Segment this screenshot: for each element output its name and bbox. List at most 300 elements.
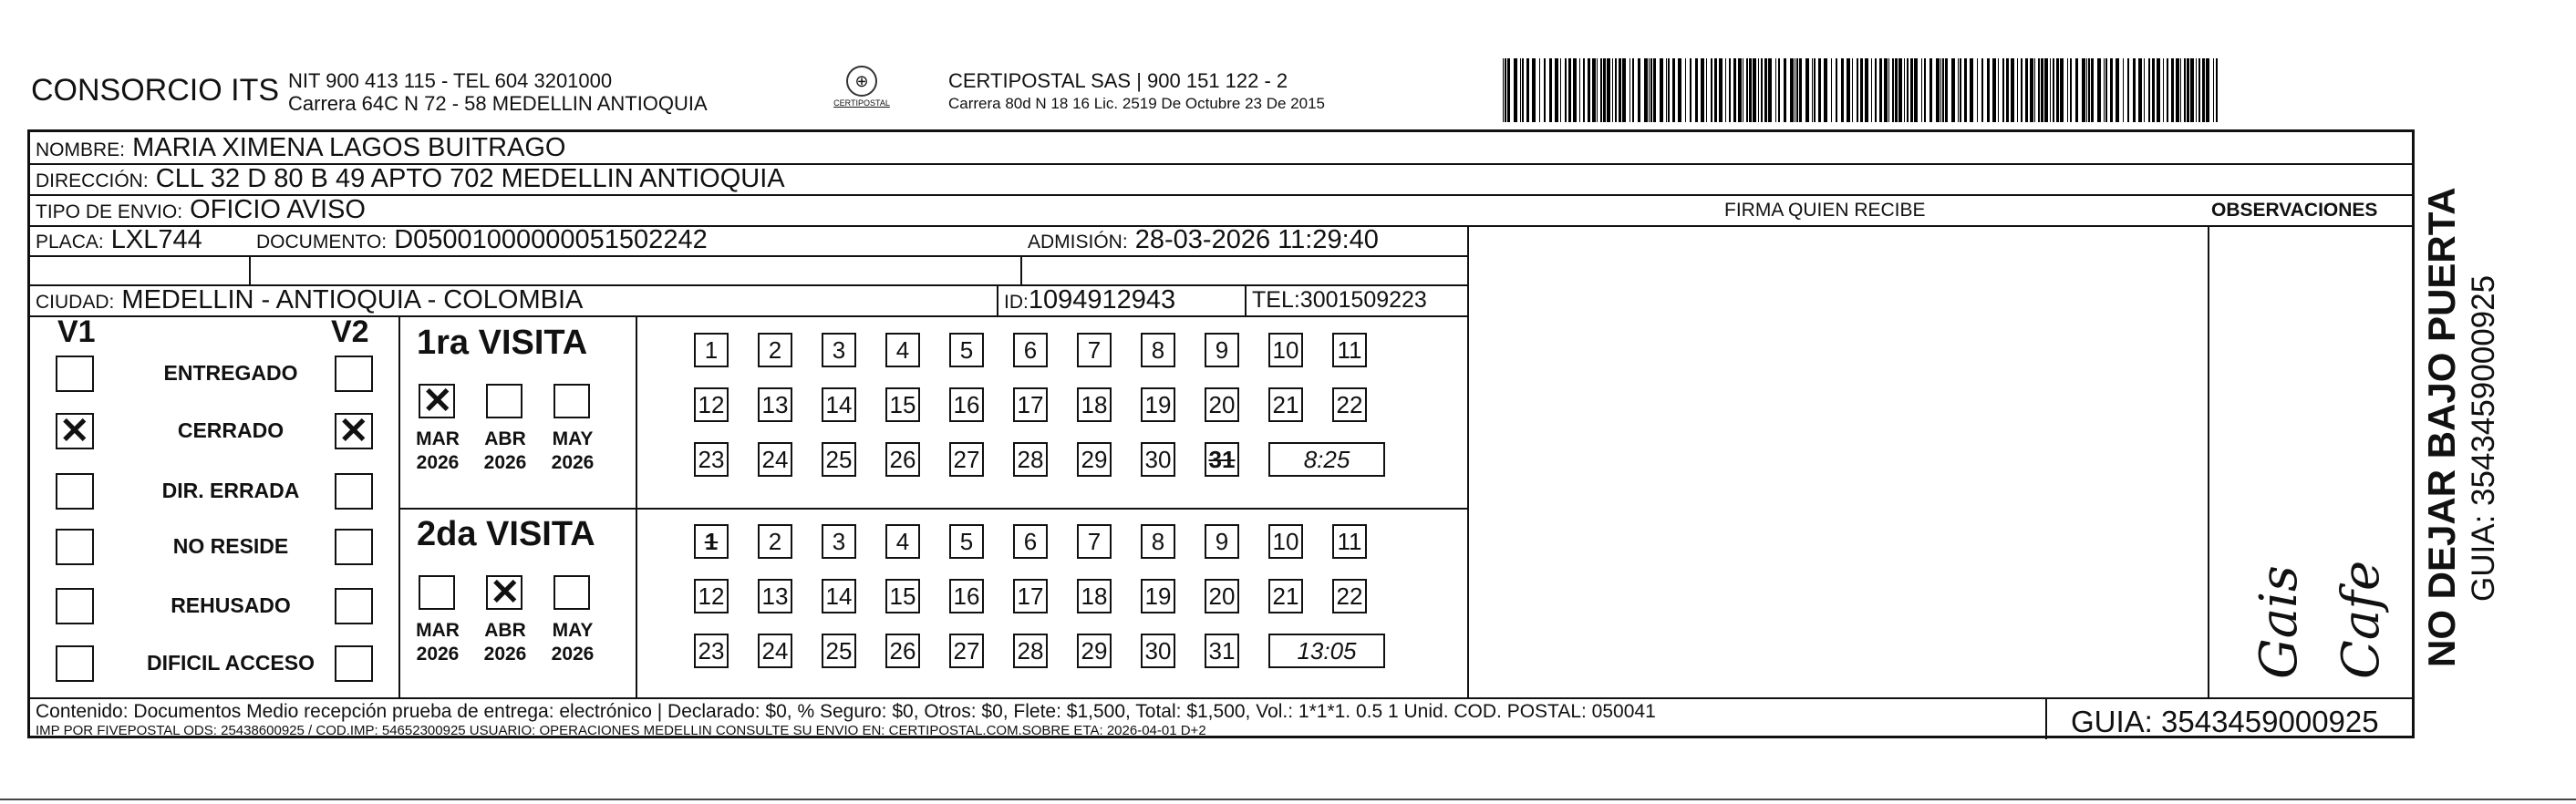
barcode-bar (1805, 58, 1809, 122)
placa-row (36, 225, 202, 255)
day-box[interactable]: 30 (1141, 442, 1175, 477)
barcode-bar (2097, 58, 2101, 122)
barcode-bar (1607, 58, 1610, 122)
handwriting-2: Cafe (2332, 560, 2391, 679)
barcode-bar (1904, 58, 1905, 122)
day-box[interactable]: 21 (1268, 387, 1303, 422)
barcode-bar (1592, 58, 1596, 122)
firma-header: FIRMA QUIEN RECIBE (1724, 200, 1926, 221)
month-label (473, 619, 537, 666)
admision-row (1028, 225, 1379, 255)
id-value: 1094912943 (1028, 285, 1176, 314)
day-box[interactable]: 27 (949, 634, 984, 668)
barcode-bar (1812, 58, 1813, 122)
barcode-bar (1964, 58, 1967, 122)
day-box[interactable]: 10 (1268, 333, 1303, 367)
barcode-bar (1768, 58, 1772, 122)
barcode-bar (1977, 58, 1978, 122)
day-box[interactable]: 31 (1205, 442, 1239, 477)
barcode-bar (2144, 58, 2145, 122)
barcode-bar (2091, 58, 2094, 122)
placa-label: PLACA: (36, 232, 104, 253)
bottom-rule (0, 799, 2576, 800)
barcode-bar (1629, 58, 1630, 122)
barcode-bar (2006, 58, 2009, 122)
barcode-bar (1603, 58, 1606, 122)
day-box[interactable]: 13 (758, 579, 792, 613)
v1-checkbox[interactable] (56, 413, 94, 449)
barcode-bar (1560, 58, 1561, 122)
month-year: 2026 (416, 644, 460, 665)
day-box[interactable]: 28 (1013, 442, 1048, 477)
barcode-bar (1638, 58, 1640, 122)
month-name: ABR (484, 428, 526, 449)
handwriting-1: Gais (2250, 565, 2309, 679)
certipostal-address: Carrera 80d N 18 16 Lic. 2519 De Octubre 23 De 2015 (948, 95, 1325, 112)
v1-checkbox[interactable] (56, 645, 94, 682)
barcode-bar (1907, 58, 1909, 122)
barcode-bar (1852, 58, 1853, 122)
barcode-bar (1695, 58, 1698, 122)
day-box[interactable]: 19 (1141, 387, 1175, 422)
day-box[interactable]: 25 (822, 442, 856, 477)
barcode-bar (2138, 58, 2142, 122)
barcode-bar (1583, 58, 1585, 122)
day-box[interactable]: 5 (949, 333, 984, 367)
month-checkbox[interactable] (486, 384, 522, 418)
month-checkbox[interactable] (419, 575, 455, 610)
barcode-bar (1555, 58, 1558, 122)
v2-checkbox[interactable] (335, 356, 373, 392)
day-box[interactable]: 2 (758, 524, 792, 559)
barcode-bar (2053, 58, 2054, 122)
barcode-bar (2070, 58, 2072, 122)
barcode-bar (2176, 58, 2179, 122)
day-box[interactable]: 5 (949, 524, 984, 559)
barcode-bar (1532, 58, 1536, 122)
day-box[interactable]: 23 (694, 634, 729, 668)
day-box[interactable]: 6 (1013, 524, 1048, 559)
barcode-bar (1632, 58, 1634, 122)
barcode-bar (2002, 58, 2004, 122)
day-box[interactable]: 29 (1077, 442, 1112, 477)
barcode-bar (1761, 58, 1763, 122)
barcode-bar (1796, 58, 1798, 122)
barcode-bar (1929, 58, 1932, 122)
barcode-bar (1706, 58, 1707, 122)
day-box[interactable]: 12 (694, 387, 729, 422)
barcode-bar (2171, 58, 2174, 122)
barcode-bar (2105, 58, 2107, 122)
day-box[interactable]: 23 (694, 442, 729, 477)
barcode-bar (1733, 58, 1736, 122)
barcode-bar (1650, 58, 1652, 122)
status-label: CERRADO (177, 418, 284, 442)
day-box[interactable]: 28 (1013, 634, 1048, 668)
day-box[interactable]: 6 (1013, 333, 1048, 367)
barcode-bar (1600, 58, 1602, 122)
barcode-bar (2050, 58, 2051, 122)
day-box[interactable]: 14 (822, 579, 856, 613)
day-box[interactable]: 26 (885, 442, 920, 477)
month-year: 2026 (483, 452, 527, 473)
barcode-bar (1719, 58, 1723, 122)
barcode-bar (2202, 58, 2205, 122)
tel-label: TEL: (1252, 287, 1300, 313)
barcode-bar (1992, 58, 1996, 122)
v1-checkbox[interactable] (56, 588, 94, 624)
day-box[interactable]: 7 (1077, 333, 1112, 367)
barcode-bar (2157, 58, 2160, 122)
barcode-bar (1847, 58, 1850, 122)
day-box[interactable]: 17 (1013, 387, 1048, 422)
barcode-bar (1644, 58, 1648, 122)
barcode-bar (1568, 58, 1571, 122)
day-box[interactable]: 9 (1205, 524, 1239, 559)
barcode-bar (1924, 58, 1926, 122)
tel-row (1252, 287, 1427, 314)
v2-checkbox[interactable] (335, 473, 373, 510)
barcode-bar (2075, 58, 2078, 122)
barcode-bar (2148, 58, 2150, 122)
month-name: MAR (416, 620, 460, 641)
day-box[interactable]: 20 (1205, 579, 1239, 613)
day-box[interactable]: 14 (822, 387, 856, 422)
barcode-bar (1914, 58, 1918, 122)
day-box[interactable]: 13 (758, 387, 792, 422)
barcode-bar (1892, 58, 1894, 122)
day-box[interactable]: 18 (1077, 387, 1112, 422)
tipo-label: TIPO DE ENVIO: (36, 201, 183, 222)
barcode-bar (1824, 58, 1827, 122)
check-mark: ✕ (422, 381, 453, 421)
barcode-bar (1615, 58, 1617, 122)
barcode-bar (2034, 58, 2035, 122)
day-box[interactable]: 12 (694, 579, 729, 613)
observaciones-header: OBSERVACIONES (2211, 200, 2378, 221)
day-box[interactable]: 24 (758, 442, 792, 477)
barcode-bar (1784, 58, 1786, 122)
barcode-bar (1565, 58, 1567, 122)
barcode-bar (1668, 58, 1670, 122)
barcode-bar (1649, 58, 1650, 122)
check-mark: ✕ (59, 411, 90, 451)
logo-icon: ⊕ (846, 66, 877, 97)
day-box[interactable]: 15 (885, 387, 920, 422)
placa-value: LXL744 (110, 225, 202, 254)
ciudad-value: MEDELLIN - ANTIOQUIA - COLOMBIA (121, 285, 584, 314)
day-box[interactable]: 2 (758, 333, 792, 367)
barcode-bar (1888, 58, 1889, 122)
day-box[interactable]: 24 (758, 634, 792, 668)
month-label (406, 428, 470, 475)
barcode-bar (1945, 58, 1948, 122)
barcode-bar (2184, 58, 2186, 122)
month-year: 2026 (483, 644, 527, 665)
nit-line: NIT 900 413 115 - TEL 604 3201000 (288, 69, 613, 92)
month-year: 2026 (551, 644, 595, 665)
day-box[interactable]: 17 (1013, 579, 1048, 613)
day-box[interactable]: 30 (1141, 634, 1175, 668)
day-box[interactable]: 27 (949, 442, 984, 477)
admision-label: ADMISIÓN: (1028, 232, 1128, 253)
barcode-bar (1660, 58, 1663, 122)
status-label: NO RESIDE (172, 534, 289, 558)
barcode-bar (1951, 58, 1955, 122)
v1-checkbox[interactable] (56, 473, 94, 510)
barcode-bar (1884, 58, 1888, 122)
barcode-bar (1507, 58, 1510, 122)
company-contact (288, 69, 708, 115)
barcode-bar (1778, 58, 1780, 122)
barcode-bar (1526, 58, 1529, 122)
barcode (1503, 58, 2223, 122)
barcode-bar (2216, 58, 2218, 122)
barcode-bar (1970, 58, 1973, 122)
delivery-form (27, 129, 2415, 738)
barcode-bar (1672, 58, 1675, 122)
day-box[interactable]: 16 (949, 579, 984, 613)
barcode-bar (1981, 58, 1983, 122)
barcode-bar (1921, 58, 1922, 122)
certipostal-info (948, 69, 1325, 115)
barcode-bar (1898, 58, 1902, 122)
nombre-label: NOMBRE: (36, 139, 126, 160)
day-box[interactable]: 29 (1077, 634, 1112, 668)
barcode-bar (2086, 58, 2087, 122)
barcode-bar (2187, 58, 2189, 122)
tel-value: 3001509223 (1299, 287, 1427, 313)
barcode-bar (1865, 58, 1868, 122)
barcode-bar (2017, 58, 2018, 122)
barcode-bar (2116, 58, 2119, 122)
barcode-bar (1879, 58, 1882, 122)
day-box[interactable]: 19 (1141, 579, 1175, 613)
barcode-bar (1746, 58, 1748, 122)
admision-value: 28-03-2026 11:29:40 (1134, 225, 1379, 254)
barcode-bar (1758, 58, 1759, 122)
barcode-bar (1612, 58, 1613, 122)
barcode-bar (2167, 58, 2168, 122)
barcode-bar (1790, 58, 1794, 122)
visit2-title: 2da VISITA (417, 515, 595, 553)
barcode-bar (1942, 58, 1944, 122)
status-label: REHUSADO (171, 593, 291, 617)
day-box[interactable]: 11 (1332, 524, 1367, 559)
barcode-bar (1573, 58, 1577, 122)
check-mark: ✕ (338, 411, 369, 451)
barcode-bar (1841, 58, 1844, 122)
barcode-bar (1987, 58, 1990, 122)
barcode-bar (2025, 58, 2028, 122)
barcode-bar (1588, 58, 1590, 122)
day-box[interactable]: 8 (1141, 524, 1175, 559)
barcode-bar (2030, 58, 2033, 122)
barcode-bar (1860, 58, 1863, 122)
barcode-bar (1818, 58, 1821, 122)
barcode-bar (1936, 58, 1940, 122)
direccion-label: DIRECCIÓN: (36, 170, 149, 191)
status-label: ENTREGADO (163, 361, 298, 385)
logo-text: CERTIPOSTAL (833, 98, 890, 108)
barcode-bar (1597, 58, 1598, 122)
day-box[interactable]: 1 (694, 333, 729, 367)
barcode-bar (1799, 58, 1802, 122)
day-box[interactable]: 4 (885, 524, 920, 559)
barcode-bar (2082, 58, 2085, 122)
check-mark: ✕ (490, 572, 521, 613)
barcode-bar (1940, 58, 1941, 122)
barcode-bar (2088, 58, 2090, 122)
barcode-bar (1653, 58, 1656, 122)
v2-header: V2 (331, 314, 369, 349)
barcode-bar (1622, 58, 1626, 122)
month-label (541, 619, 605, 666)
barcode-bar (1505, 58, 1506, 122)
ciudad-row (36, 285, 583, 315)
month-year: 2026 (416, 452, 460, 473)
barcode-bar (1514, 58, 1517, 122)
barcode-bar (2056, 58, 2059, 122)
v1-checkbox[interactable] (56, 529, 94, 565)
barcode-bar (2104, 58, 2105, 122)
barcode-bar (1619, 58, 1621, 122)
footer-content: Contenido: Documentos Medio recepción prueba de entrega: electrónico | Declarado: $0, % Seguro: $0, Otros: $0, Flete: $1,500, Total: $1,500, Vol.: 1*1*1. 0.5 1 Unid. COD. POSTAL: 050041 (36, 701, 1656, 722)
barcode-bar (2110, 58, 2113, 122)
month-label (541, 428, 605, 475)
no-dejar-bajo-puerta: NO DEJAR BAJO PUERTA (2420, 187, 2463, 667)
barcode-bar (2011, 58, 2014, 122)
barcode-bar (1875, 58, 1877, 122)
barcode-bar (1775, 58, 1776, 122)
day-box[interactable]: 15 (885, 579, 920, 613)
footer-imp: IMP POR FIVEPOSTAL ODS: 25438600925 / COD.IMP: 54652300925 USUARIO: OPERACIONES MEDELLIN CONSULTE SU ENVIO EN: CERTIPOSTAL.COM.SOBRE ETA: 2026-04-01 D+2 (36, 723, 1206, 738)
ciudad-label: CIUDAD: (36, 292, 115, 313)
v1-checkbox[interactable] (56, 356, 94, 392)
barcode-bar (1910, 58, 1913, 122)
barcode-bar (2021, 58, 2023, 122)
barcode-bar (1690, 58, 1691, 122)
day-box[interactable]: 16 (949, 387, 984, 422)
barcode-bar (1814, 58, 1816, 122)
time-box: 8:25 (1268, 442, 1385, 477)
day-box[interactable]: 8 (1141, 333, 1175, 367)
barcode-bar (1520, 58, 1521, 122)
month-name: MAY (552, 428, 594, 449)
barcode-bar (2127, 58, 2129, 122)
id-label: ID: (1004, 292, 1029, 313)
barcode-bar (1960, 58, 1961, 122)
month-name: MAR (416, 428, 460, 449)
day-box[interactable]: 11 (1332, 333, 1367, 367)
day-box[interactable]: 26 (885, 634, 920, 668)
barcode-bar (1857, 58, 1858, 122)
barcode-bar (1871, 58, 1872, 122)
day-box[interactable]: 20 (1205, 387, 1239, 422)
month-checkbox[interactable] (553, 384, 590, 418)
barcode-bar (1711, 58, 1712, 122)
barcode-bar (1738, 58, 1742, 122)
barcode-bar (2067, 58, 2068, 122)
documento-label: DOCUMENTO: (256, 232, 388, 253)
month-year: 2026 (551, 452, 595, 473)
day-box[interactable]: 1 (694, 524, 729, 559)
barcode-bar (1714, 58, 1717, 122)
v2-checkbox[interactable] (335, 588, 373, 624)
certipostal-logo (821, 66, 903, 111)
barcode-bar (1579, 58, 1580, 122)
day-box[interactable]: 21 (1268, 579, 1303, 613)
time-box: 13:05 (1268, 634, 1385, 668)
barcode-bar (1836, 58, 1837, 122)
certipostal-line: CERTIPOSTAL SAS | 900 151 122 - 2 (948, 69, 1288, 92)
barcode-bar (1503, 58, 1504, 122)
day-box[interactable]: 4 (885, 333, 920, 367)
day-box[interactable]: 10 (1268, 524, 1303, 559)
month-label (406, 619, 470, 666)
nombre-value: MARIA XIMENA LAGOS BUITRAGO (132, 133, 566, 162)
barcode-bar (2041, 58, 2043, 122)
day-box[interactable]: 7 (1077, 524, 1112, 559)
barcode-bar (1685, 58, 1686, 122)
v2-checkbox[interactable] (335, 529, 373, 565)
barcode-bar (1831, 58, 1832, 122)
id-row (1004, 285, 1175, 315)
v2-checkbox[interactable] (335, 413, 373, 449)
day-box[interactable]: 3 (822, 333, 856, 367)
barcode-bar (1998, 58, 1999, 122)
day-box[interactable]: 25 (822, 634, 856, 668)
documento-row (256, 225, 708, 255)
direccion-row (36, 164, 785, 194)
direccion-value: CLL 32 D 80 B 49 APTO 702 MEDELLIN ANTIOQUIA (155, 164, 785, 193)
v2-checkbox[interactable] (335, 645, 373, 682)
tipo-row (36, 195, 366, 225)
barcode-bar (1544, 58, 1546, 122)
visit1-title: 1ra VISITA (417, 324, 588, 362)
barcode-bar (1678, 58, 1681, 122)
status-label: DIFICIL ACCESO (146, 651, 315, 675)
month-name: MAY (552, 620, 594, 641)
barcode-bar (1958, 58, 1959, 122)
status-label: DIR. ERRADA (161, 479, 300, 502)
documento-value: D05001000000051502242 (394, 225, 708, 254)
month-checkbox[interactable] (553, 575, 590, 610)
day-box[interactable]: 22 (1332, 387, 1367, 422)
day-box[interactable]: 9 (1205, 333, 1239, 367)
barcode-bar (1895, 58, 1898, 122)
side-guia: GUIA: 3543459000925 (2466, 274, 2501, 602)
barcode-bar (2206, 58, 2209, 122)
month-name: ABR (484, 620, 526, 641)
day-box[interactable]: 22 (1332, 579, 1367, 613)
barcode-bar (1725, 58, 1726, 122)
day-box[interactable]: 18 (1077, 579, 1112, 613)
barcode-bar (2044, 58, 2048, 122)
day-box[interactable]: 31 (1205, 634, 1239, 668)
barcode-bar (2152, 58, 2155, 122)
company-name: CONSORCIO ITS (31, 73, 280, 108)
barcode-bar (1666, 58, 1667, 122)
month-checkbox[interactable] (419, 381, 455, 421)
barcode-bar (1764, 58, 1767, 122)
barcode-bar (2190, 58, 2194, 122)
barcode-bar (2060, 58, 2064, 122)
barcode-bar (1549, 58, 1552, 122)
barcode-bar (1539, 58, 1540, 122)
month-checkbox[interactable] (486, 572, 522, 613)
day-box[interactable]: 3 (822, 524, 856, 559)
